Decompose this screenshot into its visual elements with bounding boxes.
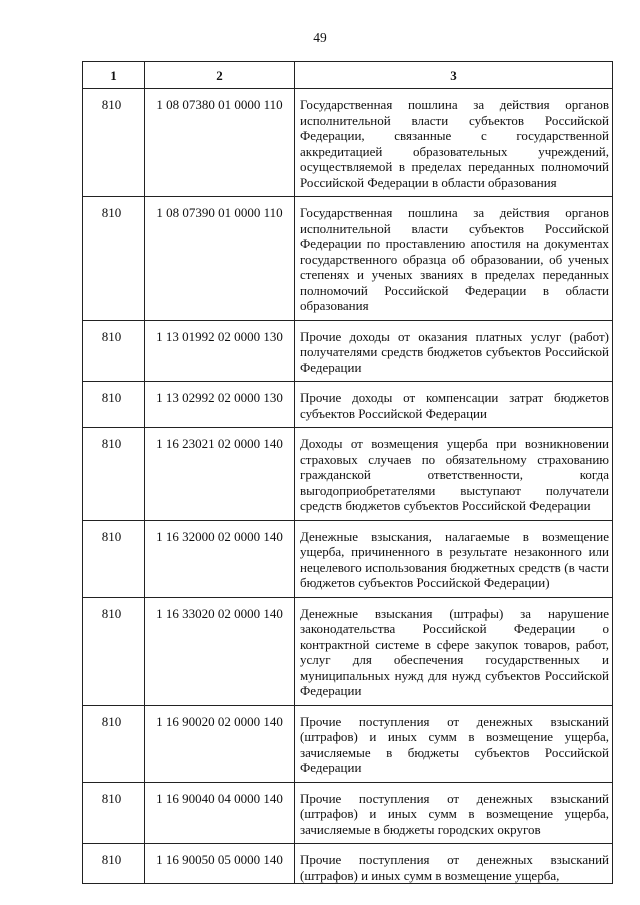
- admin-code-cell: 810: [83, 705, 145, 782]
- revenue-description-cell: Прочие доходы от оказания платных услуг (работ) получателями средств бюджетов субъектов Российской Федерации: [295, 320, 613, 382]
- revenue-description-cell: Прочие поступления от денежных взысканий (штрафов) и иных сумм в возмещение ущерба,: [295, 844, 613, 884]
- revenue-code-cell: 1 08 07380 01 0000 110: [145, 89, 295, 197]
- revenue-code-cell: 1 13 01992 02 0000 130: [145, 320, 295, 382]
- revenue-code-cell: 1 16 32000 02 0000 140: [145, 520, 295, 597]
- revenue-description-cell: Денежные взыскания, налагаемые в возмещение ущерба, причиненного в результате незаконного или нецелевого использования бюджетных средств (в части бюджетов субъектов Российской Федерации): [295, 520, 613, 597]
- revenue-codes-table: [82, 61, 613, 884]
- admin-code-cell: 810: [83, 382, 145, 428]
- revenue-code-cell: 1 16 90020 02 0000 140: [145, 705, 295, 782]
- revenue-code-cell: 1 16 33020 02 0000 140: [145, 597, 295, 705]
- table-row: [83, 705, 613, 782]
- admin-code-cell: 810: [83, 428, 145, 521]
- admin-code-cell: 810: [83, 89, 145, 197]
- revenue-description-cell: Прочие поступления от денежных взысканий (штрафов) и иных сумм в возмещение ущерба, зачисляемые в бюджеты городских округов: [295, 782, 613, 844]
- header-row: [83, 62, 613, 89]
- column-header-1: 1: [83, 62, 145, 89]
- revenue-code-cell: 1 16 23021 02 0000 140: [145, 428, 295, 521]
- column-header-3: 3: [295, 62, 613, 89]
- revenue-description-cell: Доходы от возмещения ущерба при возникновении страховых случаев по обязательному страхованию гражданской ответственности, когда выгодоприобретателями выступают получатели средств бюджетов субъектов Российской Федерации: [295, 428, 613, 521]
- table-row: [83, 320, 613, 382]
- revenue-description-cell: Государственная пошлина за действия органов исполнительной власти субъектов Российской Федерации по проставлению апостиля на документах государственного образца об образовании, об ученых степенях и ученых званиях в пределах переданных полномочий Российской Федерации в области образования: [295, 197, 613, 321]
- revenue-description-cell: Прочие поступления от денежных взысканий (штрафов) и иных сумм в возмещение ущерба, зачисляемые в бюджеты субъектов Российской Федерации: [295, 705, 613, 782]
- revenue-code-cell: 1 13 02992 02 0000 130: [145, 382, 295, 428]
- revenue-description-cell: Прочие доходы от компенсации затрат бюджетов субъектов Российской Федерации: [295, 382, 613, 428]
- admin-code-cell: 810: [83, 844, 145, 884]
- revenue-code-cell: 1 08 07390 01 0000 110: [145, 197, 295, 321]
- revenue-code-cell: 1 16 90040 04 0000 140: [145, 782, 295, 844]
- table-row: [83, 597, 613, 705]
- revenue-description-cell: Денежные взыскания (штрафы) за нарушение законодательства Российской Федерации о контрактной системе в сфере закупок товаров, работ, услуг для обеспечения государственных и муниципальных нужд для нужд субъектов Российской Федерации: [295, 597, 613, 705]
- table-row: [83, 197, 613, 321]
- table-row: [83, 428, 613, 521]
- table-row: [83, 89, 613, 197]
- column-header-2: 2: [145, 62, 295, 89]
- table-row: [83, 844, 613, 884]
- table-body: [83, 89, 613, 884]
- admin-code-cell: 810: [83, 320, 145, 382]
- admin-code-cell: 810: [83, 782, 145, 844]
- revenue-code-cell: 1 16 90050 05 0000 140: [145, 844, 295, 884]
- admin-code-cell: 810: [83, 520, 145, 597]
- revenue-description-cell: Государственная пошлина за действия органов исполнительной власти субъектов Российской Федерации, связанные с государственной аккредитацией образовательных учреждений, осуществляемой в пределах переданных полномочий Российской Федерации в области образования: [295, 89, 613, 197]
- admin-code-cell: 810: [83, 597, 145, 705]
- admin-code-cell: 810: [83, 197, 145, 321]
- table-row: [83, 520, 613, 597]
- table-header: [83, 62, 613, 89]
- table-row: [83, 382, 613, 428]
- table-row: [83, 782, 613, 844]
- page-number: 49: [313, 30, 327, 45]
